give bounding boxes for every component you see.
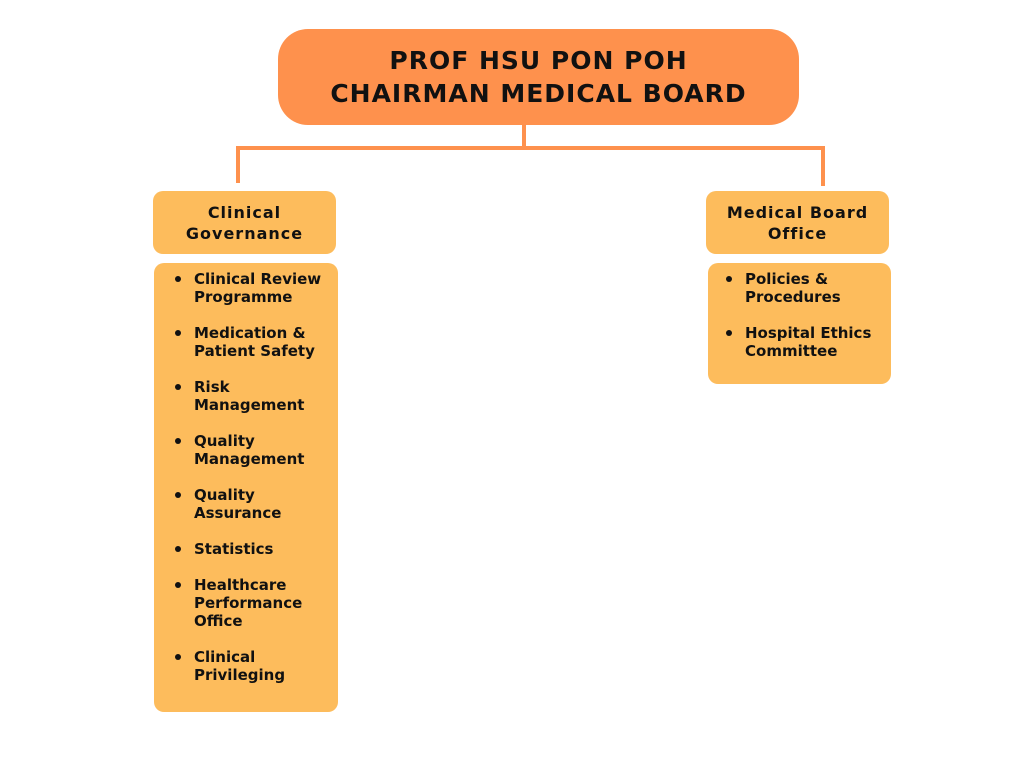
list-item: Medication & Patient Safety: [172, 324, 330, 360]
bullet-icon: [175, 330, 181, 336]
bullet-icon: [175, 492, 181, 498]
list-item: Hospital Ethics Committee: [723, 324, 885, 360]
list-item: Clinical Privileging: [172, 648, 330, 684]
list-item: Healthcare Performance Office: [172, 576, 330, 630]
list-item: Quality Management: [172, 432, 330, 468]
clinical-governance-title-1: Clinical: [207, 202, 282, 222]
clinical-governance-node: [153, 191, 336, 254]
bullet-icon: [175, 654, 181, 660]
bullet-icon: [175, 276, 181, 282]
bullet-icon: [175, 384, 181, 390]
list-item: Statistics: [172, 540, 330, 558]
bullet-icon: [175, 546, 181, 552]
chairman-name: PROF HSU PON POH: [389, 46, 688, 75]
org-connector-lines: [0, 0, 1024, 200]
bullet-icon: [726, 330, 732, 336]
bullet-icon: [175, 438, 181, 444]
chairman-title: CHAIRMAN MEDICAL BOARD: [330, 79, 747, 108]
bullet-icon: [726, 276, 732, 282]
bullet-icon: [175, 582, 181, 588]
medical-board-office-list: [708, 263, 891, 384]
list-item: Risk Management: [172, 378, 330, 414]
list-item: Clinical Review Programme: [172, 270, 330, 306]
list-item: Quality Assurance: [172, 486, 330, 522]
clinical-governance-list: [154, 263, 338, 712]
list-item: Policies & Procedures: [723, 270, 885, 306]
medical-board-office-title-2: Office: [767, 223, 828, 243]
medical-board-office-node: [706, 191, 889, 254]
medical-board-office-title-1: Medical Board: [726, 202, 869, 222]
clinical-governance-title-2: Governance: [185, 223, 304, 243]
